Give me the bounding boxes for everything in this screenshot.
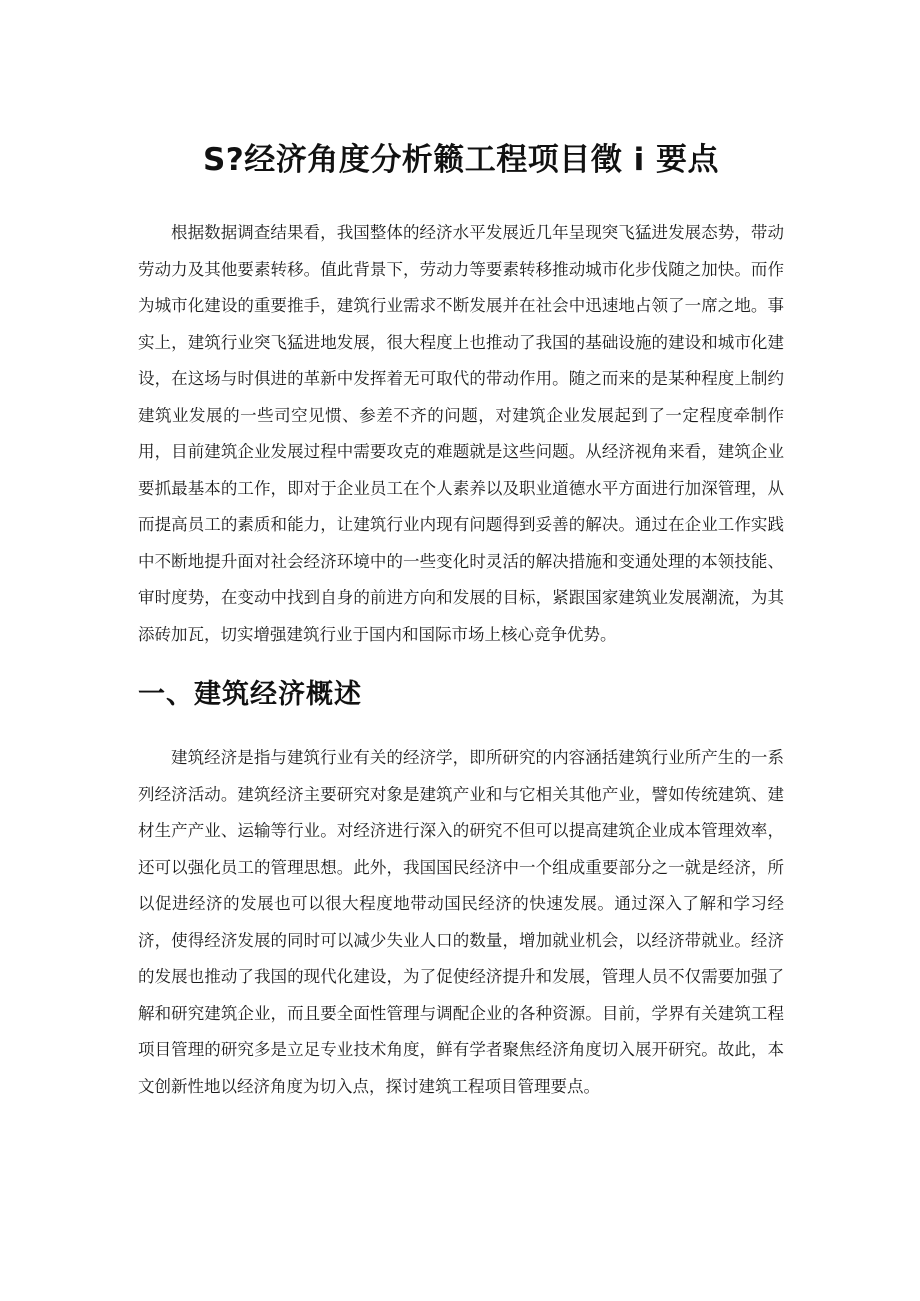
document-title: S?经济角度分析籁工程项目徵 i 要点 — [202, 142, 720, 178]
section-heading: 一、建筑经济概述 — [138, 679, 362, 710]
intro-paragraph: 根据数据调查结果看，我国整体的经济水平发展近几年呈现突飞猛进发展态势，带动劳动力及其他要素转移。值此背景下，劳动力等要素转移推动城市化步伐随之加快。而作为城市化建设的重要推手，建筑行业需求不断发展并在社会中迅速地占领了一席之地。事实上，建筑行业突飞猛进地发展，很大程度上也推动了我国的基础设施的建设和城市化建设，在这场与时俱进的革新中发挥着无可取代的带动作用。随之而来的是某种程度上制约建筑业发展的一些司空见惯、参差不齐的问题，对建筑企业发展起到了一定程度牵制作用，目前建筑企业发展过程中需要攻克的难题就是这些问题。从经济视角来看，建筑企业要抓最基本的工作，即对于企业员工在个人素养以及职业道德水平方面进行加深管理，从而提高员工的素质和能力，让建筑行业内现有问题得到妥善的解决。通过在企业工作实践中不断地提升面对社会经济环境中的一些变化时灵活的解决措施和变通处理的本领技能、审时度势，在变动中找到自身的前进方向和发展的目标，紧跟国家建筑业发展潮流，为其添砖加瓦，切实增强建筑行业于国内和国际市场上核心竞争优势。 — [138, 223, 784, 644]
section-paragraph: 建筑经济是指与建筑行业有关的经济学，即所研究的内容涵括建筑行业所产生的一系列经济活动。建筑经济主要研究对象是建筑产业和与它相关其他产业，譬如传统建筑、建材生产产业、运输等行业。对经济进行深入的研究不但可以提高建筑企业成本管理效率，还可以强化员工的管理思想。此外，我国国民经济中一个组成重要部分之一就是经济，所以促进经济的发展也可以很大程度地带动国民经济的快速发展。通过深入了解和学习经济，使得经济发展的同时可以减少失业人口的数量，增加就业机会，以经济带就业。经济的发展也推动了我国的现代化建设，为了促使经济提升和发展，管理人员不仅需要加强了解和研究建筑企业，而且要全面性管理与调配企业的各种资源。目前，学界有关建筑工程项目管理的研究多是立足专业技术角度，鲜有学者聚焦经济角度切入展开研究。故此，本文创新性地以经济角度为切入点，探讨建筑工程项目管理要点。 — [138, 748, 784, 1096]
